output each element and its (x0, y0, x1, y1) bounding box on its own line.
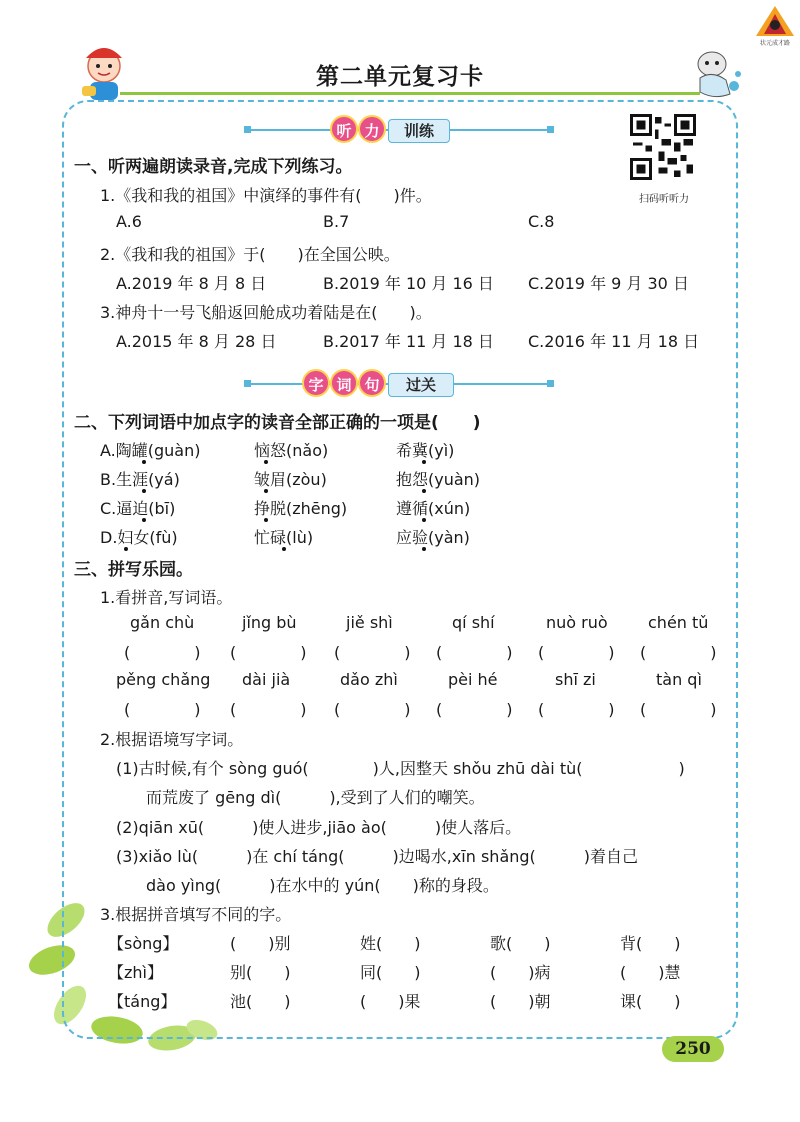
option[interactable]: A.6 (116, 212, 142, 231)
answer-blank[interactable]: ( ) (124, 643, 201, 662)
emphasis-dot (422, 547, 426, 551)
emphasis-dot (142, 460, 146, 464)
char-blank[interactable]: 课( ) (620, 992, 681, 1011)
answer-blank[interactable]: ( ) (538, 700, 615, 719)
char-blank[interactable]: 背( ) (620, 934, 681, 953)
answer-blank[interactable]: ( ) (334, 643, 411, 662)
emphasis-dot (282, 547, 286, 551)
emphasis-dot (124, 547, 128, 551)
emphasis-dot (264, 489, 268, 493)
emphasis-dot (142, 489, 146, 493)
pinyin-prompt: gǎn chù (130, 613, 195, 632)
pinyin-option: 抱怨(yuàn) (396, 470, 481, 489)
pinyin-prompt: tàn qì (656, 670, 702, 689)
option[interactable]: B.2017 年 11 月 18 日 (323, 332, 494, 351)
banner-char: 句 (358, 369, 386, 397)
context-line[interactable]: (3)xiǎo lù( )在 chí táng( )边喝水,xīn shǎng( )着自己 (116, 847, 639, 866)
answer-blank[interactable]: ( ) (436, 643, 513, 662)
pinyin-option: 恼怒(nǎo) (254, 441, 329, 460)
char-blank[interactable]: 同( ) (360, 963, 421, 982)
subsection-title: 3.根据拼音填写不同的字。 (100, 905, 292, 924)
char-blank[interactable]: ( )病 (490, 963, 551, 982)
answer-blank[interactable]: ( ) (538, 643, 615, 662)
listening-banner (244, 118, 554, 142)
char-blank[interactable]: ( )慧 (620, 963, 681, 982)
char-blank[interactable]: ( )别 (230, 934, 291, 953)
pinyin-option[interactable]: A.陶罐(guàn) (100, 441, 201, 460)
section-heading: 一、听两遍朗读录音,完成下列练习。 (74, 157, 353, 177)
subsection-title: 1.看拼音,写词语。 (100, 588, 233, 607)
char-blank[interactable]: 池( ) (230, 992, 291, 1011)
pinyin-option: 忙碌(lù) (254, 528, 314, 547)
pinyin-option[interactable]: B.生涯(yá) (100, 470, 180, 489)
answer-blank[interactable]: ( ) (640, 643, 717, 662)
char-blank[interactable]: 别( ) (230, 963, 291, 982)
pinyin-label: 【sòng】 (108, 934, 179, 953)
pinyin-option: 挣脱(zhēng) (254, 499, 348, 518)
section-heading: 三、拼写乐园。 (74, 560, 193, 580)
section-heading: 二、下列词语中加点字的读音全部正确的一项是( ) (74, 413, 481, 433)
pinyin-prompt: shī zi (555, 670, 596, 689)
emphasis-dot (264, 518, 268, 522)
emphasis-dot (422, 518, 426, 522)
context-line[interactable]: (2)qiān xū( )使人进步,jiāo ào( )使人落后。 (116, 818, 522, 837)
context-line[interactable]: 而荒废了 gēng dì( ),受到了人们的嘲笑。 (146, 788, 485, 807)
emphasis-dot (264, 460, 268, 464)
answer-blank[interactable]: ( ) (230, 643, 307, 662)
publisher-logo (752, 4, 798, 48)
banner-tag: 训练 (388, 119, 450, 143)
page-title: 第二单元复习卡 (316, 64, 484, 90)
pinyin-label: 【táng】 (108, 992, 177, 1011)
emphasis-dot (422, 489, 426, 493)
answer-blank[interactable]: ( ) (640, 700, 717, 719)
answer-blank[interactable]: ( ) (334, 700, 411, 719)
answer-blank[interactable]: ( ) (124, 700, 201, 719)
option[interactable]: A.2015 年 8 月 28 日 (116, 332, 277, 351)
page-number: 250 (662, 1036, 724, 1062)
pinyin-label: 【zhì】 (108, 963, 163, 982)
char-blank[interactable]: ( )朝 (490, 992, 551, 1011)
words-banner (244, 372, 554, 396)
pinyin-option: 应验(yàn) (396, 528, 470, 547)
option[interactable]: C.2016 年 11 月 18 日 (528, 332, 700, 351)
option[interactable]: B.7 (323, 212, 350, 231)
pinyin-option: 皱眉(zòu) (254, 470, 327, 489)
banner-char: 听 (330, 115, 358, 143)
context-line[interactable]: dào yìng( )在水中的 yún( )称的身段。 (146, 876, 499, 895)
qr-caption: 扫码听听力 (639, 194, 689, 205)
question-stem: 2.《我和我的祖国》于( )在全国公映。 (100, 245, 400, 264)
pinyin-prompt: jiě shì (346, 613, 393, 632)
pinyin-prompt: chén tǔ (648, 613, 709, 632)
option[interactable]: B.2019 年 10 月 16 日 (323, 274, 494, 293)
pinyin-prompt: nuò ruò (546, 613, 608, 632)
char-blank[interactable]: 歌( ) (490, 934, 551, 953)
pinyin-option[interactable]: D.妇女(fù) (100, 528, 178, 547)
pinyin-prompt: pěng chǎng (116, 670, 211, 689)
question-stem: 3.神舟十一号飞船返回舱成功着陆是在( )。 (100, 303, 432, 322)
option[interactable]: C.8 (528, 212, 555, 231)
pinyin-option: 希冀(yì) (396, 441, 455, 460)
question-stem: 1.《我和我的祖国》中演绎的事件有( )件。 (100, 186, 432, 205)
pinyin-prompt: pèi hé (448, 670, 498, 689)
title-underline (120, 92, 700, 95)
option[interactable]: A.2019 年 8 月 8 日 (116, 274, 267, 293)
emphasis-dot (422, 460, 426, 464)
pinyin-prompt: dài jià (242, 670, 291, 689)
banner-char: 词 (330, 369, 358, 397)
pinyin-prompt: qí shí (452, 613, 495, 632)
pinyin-option[interactable]: C.逼迫(bī) (100, 499, 176, 518)
pinyin-option: 遵循(xún) (396, 499, 471, 518)
char-blank[interactable]: ( )果 (360, 992, 421, 1011)
emphasis-dot (142, 518, 146, 522)
banner-tag: 过关 (388, 373, 454, 397)
answer-blank[interactable]: ( ) (436, 700, 513, 719)
answer-blank[interactable]: ( ) (230, 700, 307, 719)
option[interactable]: C.2019 年 9 月 30 日 (528, 274, 689, 293)
char-blank[interactable]: 姓( ) (360, 934, 421, 953)
context-line[interactable]: (1)古时候,有个 sòng guó( )人,因整天 shǒu zhū dài tù( ) (116, 759, 685, 778)
pinyin-prompt: dǎo zhì (340, 670, 398, 689)
banner-char: 字 (302, 369, 330, 397)
qr-code[interactable] (630, 114, 696, 180)
banner-char: 力 (358, 115, 386, 143)
logo-text: 状元成才路 (759, 40, 790, 47)
subsection-title: 2.根据语境写字词。 (100, 730, 244, 749)
pinyin-prompt: jǐng bù (242, 613, 297, 632)
